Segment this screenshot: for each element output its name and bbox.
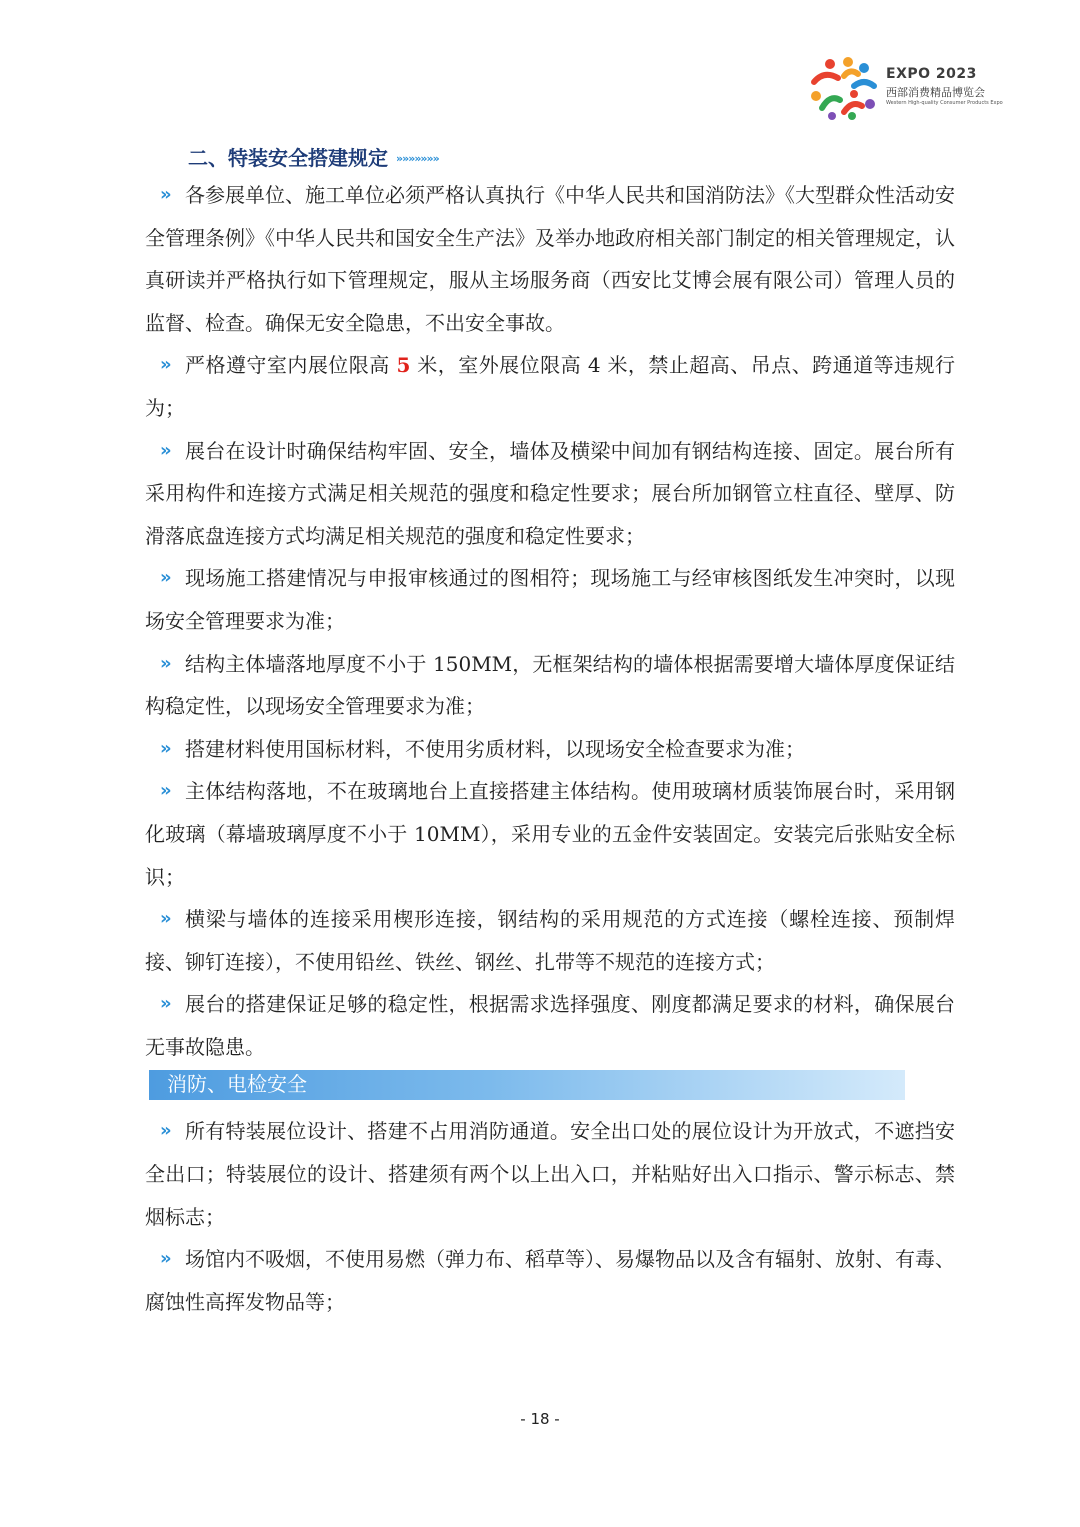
section-title-text: 二、特装安全搭建规定 [188,146,388,170]
paragraph-text: 所有特装展位设计、搭建不占用消防通道。安全出口处的展位设计为开放式，不遮挡安全出口；特装展位的设计、搭建须有两个以上出入口，并粘贴好出入口指示、警示标志、禁烟标志； [145,1119,955,1229]
paragraph-text: 场馆内不吸烟，不使用易燃（弹力布、稻草等）、易爆物品以及含有辐射、放射、有毒、腐蚀性高挥发物品等； [145,1247,955,1314]
paragraph-text: 展台在设计时确保结构牢固、安全，墙体及横梁中间加有钢结构连接、固定。展台所有采用构件和连接方式满足相关规范的强度和稳定性要求；展台所加钢管立柱直径、壁厚、防滑落底盘连接方式均满足相关规范的强度和稳定性要求； [145,438,955,548]
subsection-title: 消防、电检安全 [167,1072,307,1097]
paragraph-text: 横梁与墙体的连接采用楔形连接，钢结构的采用规范的方式连接（螺栓连接、预制焊接、铆钉连接），不使用铅丝、铁丝、钢丝、扎带等不规范的连接方式； [145,907,955,974]
paragraph-compliance [145,174,955,344]
paragraph-text: 现场施工搭建情况与申报审核通过的图相符；现场施工与经审核图纸发生冲突时，以现场安全管理要求为准； [145,566,955,633]
section-arrows-icon: »»»»»»» [396,152,439,165]
bullet-arrow-icon: » [160,737,172,759]
paragraph-text: 结构主体墙落地厚度不小于 150MM，无框架结构的墙体根据需要增大墙体厚度保证结构稳定性，以现场安全管理要求为准； [145,651,955,719]
expo-emblem-icon [808,56,884,122]
height-limit-value: 5 [396,353,411,378]
paragraph-text: 展台的搭建保证足够的稳定性，根据需求选择强度、刚度都满足要求的材料，确保展台无事故隐患。 [145,992,955,1059]
bullet-arrow-icon: » [160,780,172,802]
bullet-arrow-icon: » [160,908,172,930]
paragraph-text: 搭建材料使用国标材料，不使用劣质材料，以现场安全检查要求为准； [185,736,805,761]
bullet-arrow-icon: » [160,1248,172,1270]
paragraph-hazardous-materials [145,1238,955,1323]
paragraph-structure [145,430,955,558]
paragraph-height-limit [145,344,955,429]
expo-logo [808,56,1008,122]
bullet-arrow-icon: » [160,993,172,1015]
paragraph-text: 主体结构落地，不在玻璃地台上直接搭建主体结构。使用玻璃材质装饰展台时，采用钢化玻璃（幕墙玻璃厚度不小于 10MM），采用专业的五金件安装固定。安装完后张贴安全标识； [145,779,955,889]
paragraph-drawings [145,557,955,642]
paragraph-wall-thickness [145,643,955,728]
paragraph-text: 米，室外展位限高 4 米，禁止超高、吊点、跨通道等违规行为； [145,353,955,420]
logo-english-subtitle: Western High-quality Consumer Products Expo [886,100,1003,106]
paragraph-connections [145,898,955,983]
bullet-arrow-icon: » [160,567,172,589]
bullet-arrow-icon: » [160,652,172,674]
paragraph-stability [145,983,955,1068]
section-title [188,142,439,174]
page-number: - 18 - [520,1410,560,1428]
logo-title: EXPO 2023 [886,66,977,82]
bullet-arrow-icon: » [160,439,172,461]
bullet-arrow-icon: » [160,184,172,205]
paragraph-text: 各参展单位、施工单位必须严格认真执行《中华人民共和国消防法》《大型群众性活动安全管理条例》《中华人民共和国安全生产法》及举办地政府相关部门制定的相关管理规定，认真研读并严格执行如下管理规定，服从主场服务商（西安比艾博会展有限公司）管理人员的监督、检查。确保无安全隐患，不出安全事故。 [145,183,955,335]
paragraph-glass [145,770,955,898]
paragraph-fire-exits [145,1110,955,1238]
paragraph-text: 严格遵守室内展位限高 [185,353,397,378]
paragraph-materials [145,728,955,771]
subsection-banner [149,1070,905,1100]
logo-subtitle: 西部消费精品博览会 [886,86,985,99]
page-content [145,174,955,1323]
bullet-arrow-icon: » [160,354,172,376]
bullet-arrow-icon: » [160,1120,172,1142]
